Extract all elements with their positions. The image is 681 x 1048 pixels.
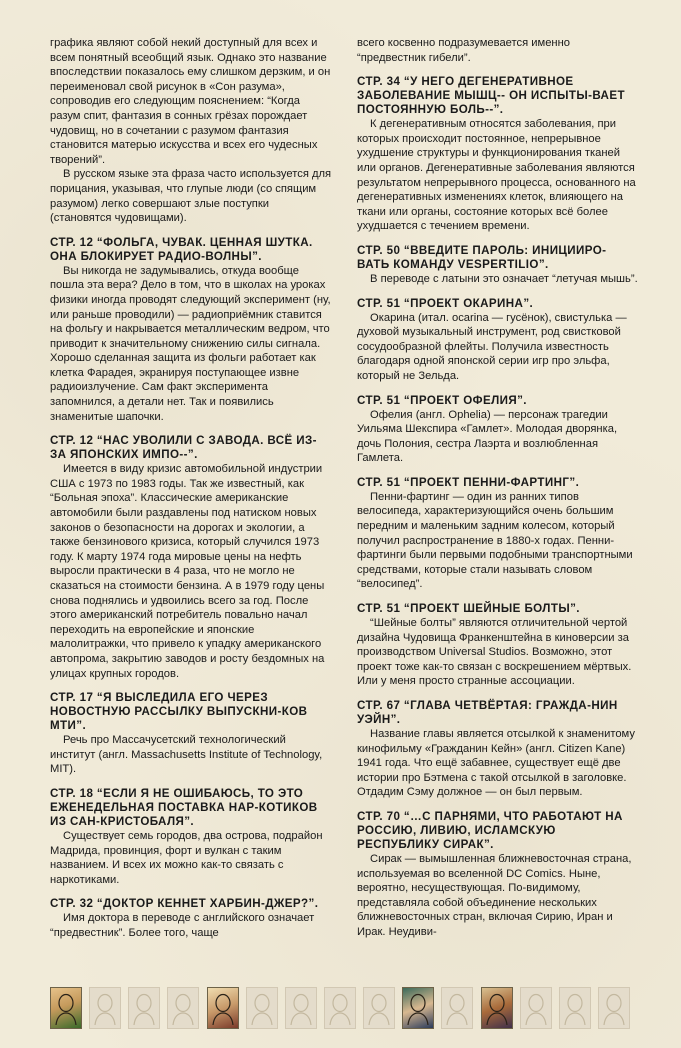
note-paragraph: Пенни-фартинг — один из ранних типов велосипеда, характеризующийся очень большим передним и маленьким задним колесом, который получил распространение в 1880-х годах. Пенни-фартинги были первыми подобными транспортными средствами, которые стали называть словом “велосипед”.: [357, 490, 633, 591]
character-portrait-icon: [367, 991, 391, 1025]
character-portrait-icon: [406, 991, 430, 1025]
footer-thumbnail-strip: [50, 986, 630, 1030]
character-portrait-icon: [524, 991, 548, 1025]
note-paragraph: “Шейные болты” являются отличительной чертой дизайна Чудовища Франкенштейна в киноверсии за производством Universal Studios. Возможно, этот проект тоже как-то связан с воскрешением мёртвых. Или у меня просто странные ассоциации.: [357, 617, 632, 688]
note-heading: СТР. 51 “ПРОЕКТ ПЕННИ-ФАРТИНГ”.: [357, 475, 580, 489]
note-paragraph: Имеется в виду кризис автомобильной индустрии США с 1973 по 1983 годы. Так же известный, как “Больная эпоха”. Классические американские автомобили были раздавлены под натиском новых законов о безопасности на дорогах и экологии, а также бензинового кризиса, который случился 1973 году. К марту 1974 года мировые цены на нефть выросли практически в 4 раза, что не могло не сказаться на стоимости бензина. А в 1979 году цены снова поднялись и удвоились всего за год. После этого американский потребитель повально начал переходить на европейские и японские малолитражки, что привело к упадку американского автопрома, закрытию заводов и росту бездомных на улицах крупных городов.: [50, 463, 325, 680]
note-heading: СТР. 51 “ПРОЕКТ ОФЕЛИЯ”.: [357, 393, 527, 407]
character-portrait-icon: [171, 991, 195, 1025]
character-portrait-icon: [54, 991, 78, 1025]
character-thumbnail: [128, 987, 160, 1029]
note-section: [50, 434, 332, 681]
note-paragraph: Имя доктора в переводе с английского означает “предвестник”. Более того, чаще: [50, 912, 315, 939]
note-heading: СТР. 67 “ГЛАВА ЧЕТВЁРТАЯ: ГРАЖДА-НИН УЭЙН”.: [357, 699, 618, 726]
note-heading: СТР. 17 “Я ВЫСЛЕДИЛА ЕГО ЧЕРЕЗ НОВОСТНУЮ РАССЫЛКУ ВЫПУСКНИ-КОВ МТИ”.: [50, 691, 308, 733]
character-portrait-icon: [563, 991, 587, 1025]
note-paragraph: К дегенеративным относятся заболевания, при которых происходит постоянное, непрерывное ухудшение структуры и функционирования тканей или органов. Дегенеративные заболевания являются результатом непрерывного процесса, основанного на дегенеративных изменениях клеток, влияющего на ткани или органы, состояние которых всё более ухудшается с течением времени.: [357, 118, 636, 233]
note-section: [50, 897, 332, 940]
character-portrait-icon: [289, 991, 313, 1025]
note-heading: СТР. 51 “ПРОЕКТ ОКАРИНА”.: [357, 296, 534, 310]
note-paragraph: Речь про Массачусетский технологический институт (англ. Massachusetts Institute of Technology, MIT).: [50, 734, 323, 776]
character-thumbnail: [559, 987, 591, 1029]
character-portrait-icon: [250, 991, 274, 1025]
character-portrait-icon: [132, 991, 156, 1025]
note-heading: СТР. 12 “ФОЛЬГА, ЧУВАК. ЦЕННАЯ ШУТКА. ОНА БЛОКИРУЕТ РАДИО-ВОЛНЫ”.: [50, 235, 313, 263]
note-paragraph: Офелия (англ. Ophelia) — персонаж трагедии Уильяма Шекспира «Гамлет». Молодая дворянка, дочь Полония, сестра Лаэрта и возлюбленная Гамлета.: [357, 408, 618, 465]
note-section: [50, 691, 332, 777]
character-thumbnail: [50, 987, 82, 1029]
note-section: [357, 476, 639, 592]
note-heading: СТР. 34 “У НЕГО ДЕГЕНЕРАТИВНОЕ ЗАБОЛЕВАНИЕ МЫШЦ-- ОН ИСПЫТЫ-ВАЕТ ПОСТОЯННУЮ БОЛЬ--”.: [357, 75, 625, 117]
character-thumbnail: [207, 987, 239, 1029]
note-paragraph: Окарина (итал. ocarina — гусёнок), свистулька — духовой музыкальный инструмент, род свистковой сосудообразной флейты. Получила известность благодаря одной японской серии игр про эльфа, который не Зельда.: [357, 311, 627, 382]
character-portrait-icon: [485, 991, 509, 1025]
character-thumbnail: [520, 987, 552, 1029]
character-thumbnail: [285, 987, 317, 1029]
note-heading: СТР. 12 “НАС УВОЛИЛИ С ЗАВОДА. ВСЁ ИЗ-ЗА ЯПОНСКИХ ИМПО--”.: [50, 434, 317, 462]
note-paragraph: всего косвенно подразумевается именно “предвестник гибели”.: [357, 37, 571, 64]
character-portrait-icon: [211, 991, 235, 1025]
character-thumbnail: [246, 987, 278, 1029]
note-heading: СТР. 51 “ПРОЕКТ ШЕЙНЫЕ БОЛТЫ”.: [357, 602, 580, 616]
note-section: [50, 36, 332, 226]
character-thumbnail: [89, 987, 121, 1029]
note-section: [357, 699, 639, 800]
note-section: [50, 787, 332, 887]
note-section: [357, 244, 639, 287]
character-thumbnail: [167, 987, 199, 1029]
note-heading: СТР. 50 “ВВЕДИТЕ ПАРОЛЬ: ИНИЦИИРО-ВАТЬ КОМАНДУ VESPERTILIO”.: [357, 243, 607, 271]
character-thumbnail: [363, 987, 395, 1029]
note-paragraph: Вы никогда не задумывались, откуда вообще пошла эта вера? Дело в том, что в школах на уроках физики иногда проводят следующий эксперимент (ну, или раньше проводили) — радиоприёмник ставится на фольгу и накрывается металлическим ведром, что приводит к значительному снижению силы сигнала. Хорошо сделанная защита из фольги работает как клетка Фарадея, экранируя поступающее извне радиоизлучение. Сам факт эксперимента запомнился, а детали нет. Так и появились знаменитые шапочки.: [50, 264, 331, 423]
note-section: [357, 297, 639, 384]
note-paragraph: графика являют собой некий доступный для всех и всем понятный всеобщий язык. Однако это название впоследствии показалось ему слишком дерзким, и он переименовал свой рисунок в «Сон разума», сопроводив его следующим пояснением: “Когда разум спит, фантазия в сонных грёзах порождает чудовищ, но в сочетании с разумом фантазия становится матерью искусства и всех его чудесных творений”.: [50, 37, 331, 166]
note-section: [357, 36, 639, 65]
note-paragraph: Сирак — вымышленная ближневосточная страна, используемая во вселенной DC Comics. Ныне, вероятно, несуществующая. По-видимому, представляла собой объединение нескольких ближневосточных стран, включая Сирию, Иран и Ирак. Неудиви-: [357, 852, 632, 938]
character-portrait-icon: [602, 991, 626, 1025]
character-portrait-icon: [445, 991, 469, 1025]
character-portrait-icon: [328, 991, 352, 1025]
note-heading: СТР. 18 “ЕСЛИ Я НЕ ОШИБАЮСЬ, ТО ЭТО ЕЖЕНЕДЕЛЬНАЯ ПОСТАВКА НАР-КОТИКОВ ИЗ САН-КРИСТОБАЛЯ”.: [50, 786, 318, 828]
note-paragraph: Существует семь городов, два острова, подрайон Мадрида, провинция, форт и вулкан с таким названием. И всех их можно как-то связать с наркотиками.: [50, 829, 323, 886]
character-thumbnail: [402, 987, 434, 1029]
note-section: [357, 810, 639, 940]
note-section: [50, 236, 332, 425]
character-thumbnail: [441, 987, 473, 1029]
character-portrait-icon: [93, 991, 117, 1025]
note-heading: СТР. 70 “…С ПАРНЯМИ, ЧТО РАБОТАЮТ НА РОССИЮ, ЛИВИЮ, ИСЛАМСКУЮ РЕСПУБЛИКУ СИРАК”.: [357, 809, 623, 851]
note-section: [357, 75, 639, 234]
right-column: [357, 36, 639, 950]
note-paragraph: В переводе с латыни это означает “летучая мышь”.: [370, 272, 638, 285]
note-heading: СТР. 32 “ДОКТОР КЕННЕТ ХАРБИН-ДЖЕР?”.: [50, 897, 319, 911]
note-paragraph: Название главы является отсылкой к знаменитому кинофильму «Гражданин Кейн» (англ. Citizen Kane) 1941 года. Что ещё забавнее, существует ещё две истории про Бэтмена с такой отсылкой в заголовке. Отдадим Сэму должное — он был первым.: [357, 728, 635, 799]
left-column: [50, 36, 332, 951]
note-paragraph: В русском языке эта фраза часто используется для порицания, указывая, что глупые люди (со спящим разумом) легко совершают злые поступки (становятся чудовищами).: [50, 168, 332, 225]
character-thumbnail: [324, 987, 356, 1029]
character-thumbnail: [481, 987, 513, 1029]
note-section: [357, 602, 639, 689]
note-section: [357, 394, 639, 466]
character-thumbnail: [598, 987, 630, 1029]
